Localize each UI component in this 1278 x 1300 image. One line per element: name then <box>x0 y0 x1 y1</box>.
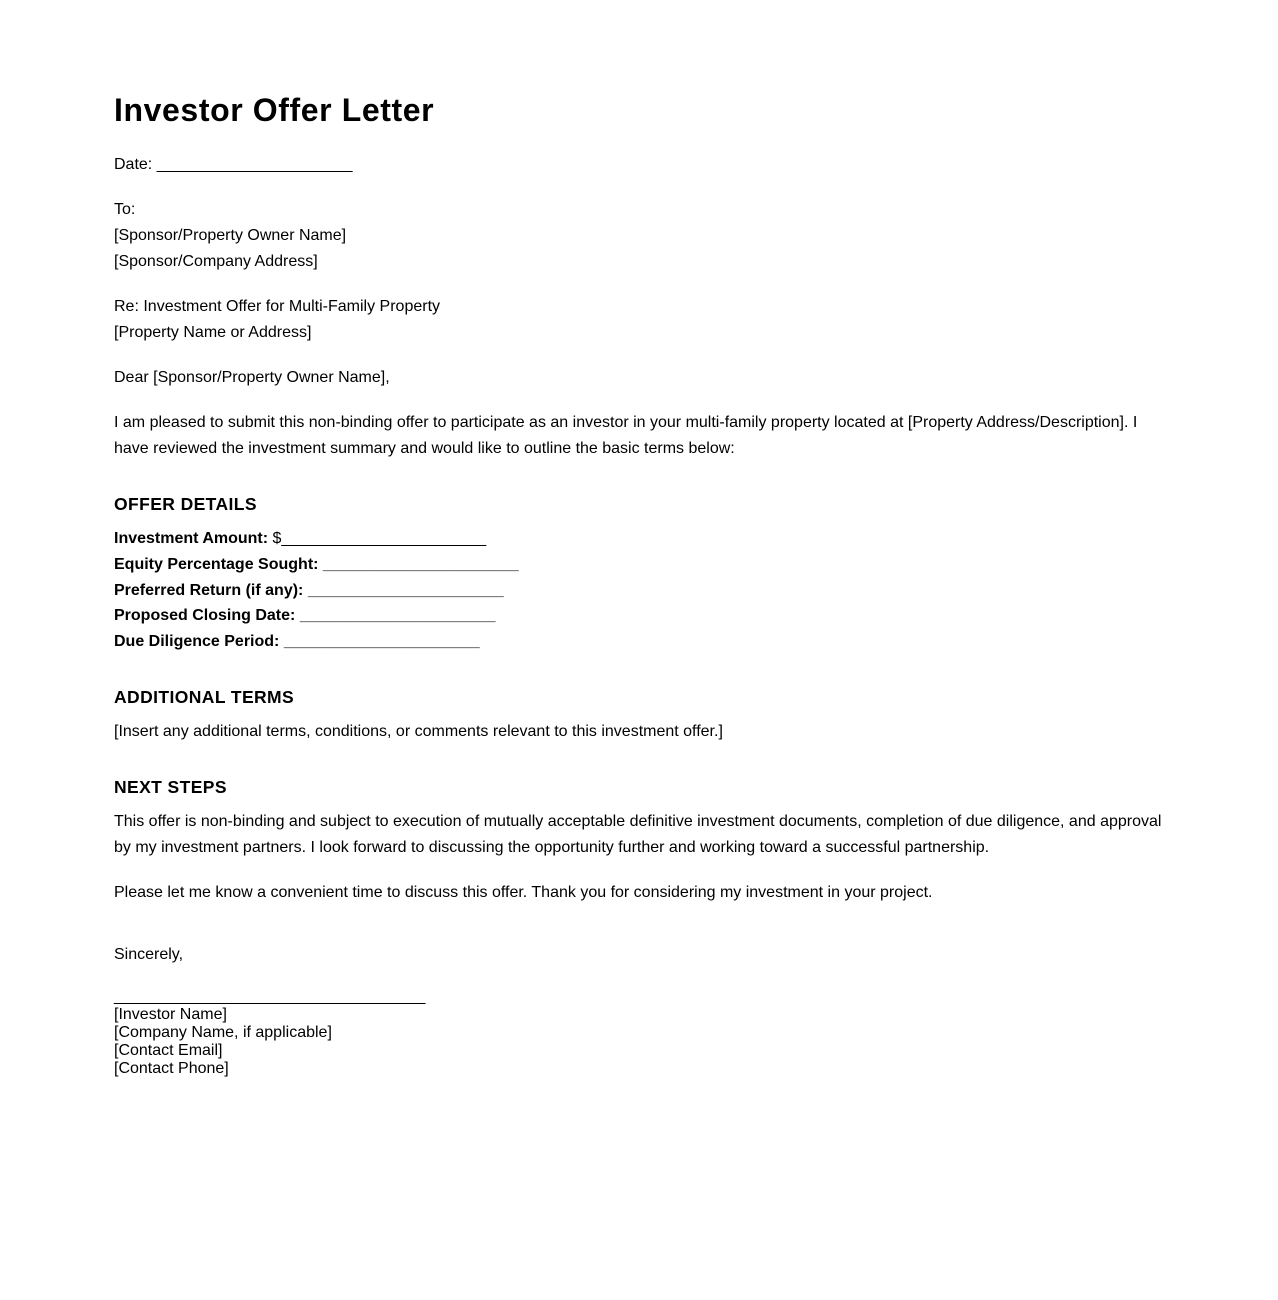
next-steps-followup: Please let me know a convenient time to discuss this offer. Thank you for considering my investment in your project. <box>114 883 933 901</box>
company-name: [Company Name, if applicable] <box>114 1023 332 1041</box>
detail-blank: _______________________ <box>281 530 487 547</box>
offer-detail-row-equity-percentage <box>114 552 1169 578</box>
letter-page <box>114 88 1169 1078</box>
detail-blank: ______________________ <box>307 581 504 599</box>
recipient-block <box>114 197 1169 275</box>
offer-detail-row-preferred-return <box>114 578 1169 604</box>
valediction: Sincerely, <box>114 945 184 963</box>
re-property: [Property Name or Address] <box>114 324 312 341</box>
date-line <box>114 152 1169 178</box>
document-title: Investor Offer Letter <box>114 92 435 128</box>
detail-blank: ______________________ <box>283 633 480 651</box>
additional-terms-heading: ADDITIONAL TERMS <box>114 686 295 707</box>
detail-prefix: $ <box>268 530 282 547</box>
detail-blank: ______________________ <box>299 607 496 625</box>
offer-details-heading: OFFER DETAILS <box>114 494 257 514</box>
detail-blank: ______________________ <box>322 555 519 573</box>
offer-details-list <box>114 526 1169 655</box>
recipient-name: [Sponsor/Property Owner Name] <box>114 227 347 244</box>
date-blank: ______________________ <box>156 156 353 173</box>
re-subject: Re: Investment Offer for Multi-Family Property <box>114 298 441 315</box>
additional-terms-body: [Insert any additional terms, conditions, or comments relevant to this investment offer.] <box>114 722 723 740</box>
re-block <box>114 294 1169 346</box>
detail-label: Proposed Closing Date: <box>114 607 296 625</box>
detail-label: Equity Percentage Sought: <box>114 555 319 573</box>
salutation: Dear [Sponsor/Property Owner Name], <box>114 369 390 386</box>
offer-detail-row-closing-date <box>114 603 1169 629</box>
detail-label: Preferred Return (if any): <box>114 581 304 599</box>
offer-detail-row-investment-amount <box>114 526 1169 552</box>
investor-name: [Investor Name] <box>114 1005 227 1023</box>
signature-block <box>114 1006 1169 1078</box>
offer-detail-row-due-diligence <box>114 629 1169 655</box>
recipient-address: [Sponsor/Company Address] <box>114 253 318 270</box>
next-steps-heading: NEXT STEPS <box>114 776 227 797</box>
intro-paragraph: I am pleased to submit this non-binding offer to participate as an investor in your multi-family property located at [Property Address/Description]. I have reviewed the investment summary and would like to outline the basic terms below: <box>114 414 1138 457</box>
date-label: Date: <box>114 156 153 173</box>
signature-line: ___________________________________ <box>114 987 426 1005</box>
to-label: To: <box>114 201 136 218</box>
contact-phone: [Contact Phone] <box>114 1059 229 1077</box>
detail-label: Due Diligence Period: <box>114 633 280 651</box>
detail-label: Investment Amount: <box>114 530 269 547</box>
contact-email: [Contact Email] <box>114 1041 223 1059</box>
next-steps-body: This offer is non-binding and subject to execution of mutually acceptable definitive investment documents, completion of due diligence, and approval by my investment partners. I look forward to discussing the opportunity further and working toward a successful partnership. <box>114 812 1162 856</box>
